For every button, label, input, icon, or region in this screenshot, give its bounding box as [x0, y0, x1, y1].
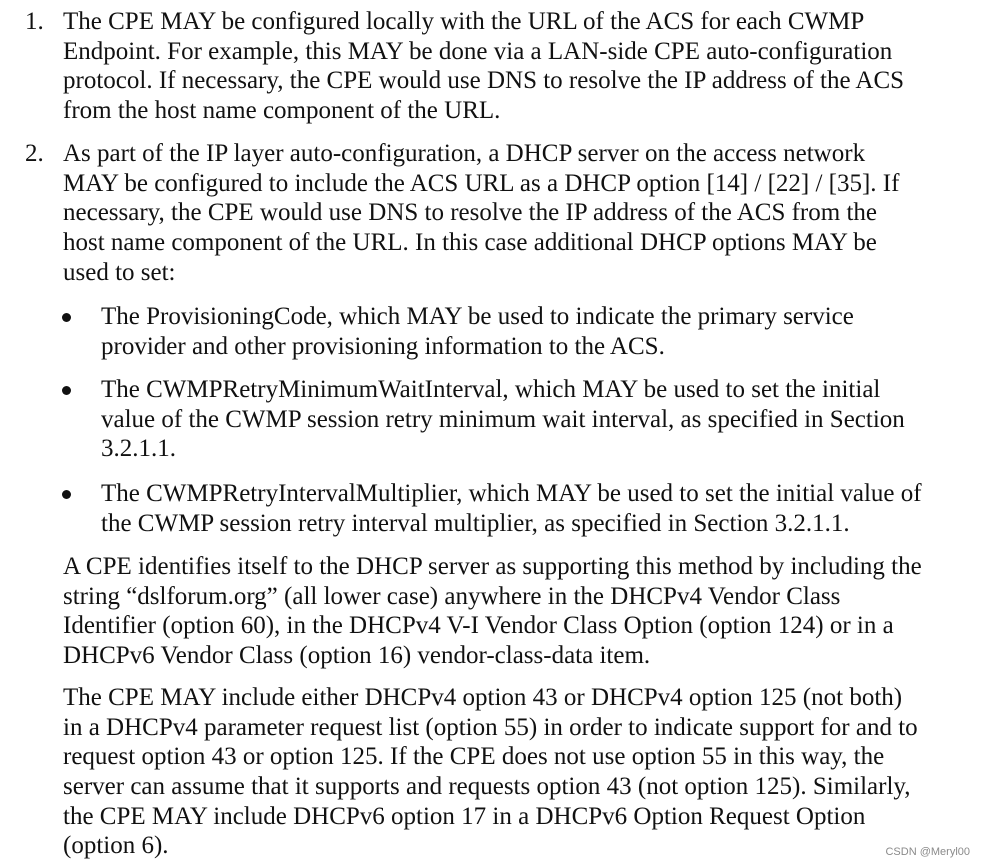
bullet-text: [101, 302, 961, 361]
text-line: MAY be configured to include the ACS URL as a DHCP option [14] / [22] / [35]. If: [63, 169, 900, 197]
bullet-icon: [62, 386, 71, 395]
list-number: 1.: [25, 8, 44, 35]
text-line: the CWMP session retry interval multiplier, as specified in Section 3.2.1.1.: [101, 509, 850, 537]
text-line: necessary, the CPE would use DNS to resolve the IP address of the ACS from the: [63, 199, 877, 227]
list-number: 2.: [25, 140, 44, 167]
text-line: A CPE identifies itself to the DHCP server as supporting this method by including the: [63, 553, 922, 580]
text-line: DHCPv6 Vendor Class (option 16) vendor-class-data item.: [63, 642, 651, 670]
paragraph-option-request: [63, 683, 963, 861]
text-line: provider and other provisioning information to the ACS.: [101, 332, 665, 360]
text-line: The CWMPRetryMinimumWaitInterval, which MAY be used to set the initial: [101, 376, 881, 403]
text-line: The CPE MAY include either DHCPv4 option 43 or DHCPv4 option 125 (not both): [63, 684, 903, 711]
text-line: Endpoint. For example, this MAY be done via a LAN-side CPE auto-configuration: [63, 37, 893, 65]
bullet-text: [101, 375, 961, 464]
text-line: value of the CWMP session retry minimum wait interval, as specified in Section: [101, 405, 905, 433]
text-line: in a DHCPv4 parameter request list (option 55) in order to indicate support for and to: [63, 713, 918, 741]
text-line: The ProvisioningCode, which MAY be used to indicate the primary service: [101, 303, 854, 330]
text-line: 3.2.1.1.: [101, 435, 176, 463]
bullet-icon: [62, 313, 71, 322]
list-item-text: [63, 139, 963, 287]
bullet-text: [101, 479, 961, 538]
watermark: CSDN @Meryl00: [885, 846, 970, 858]
text-line: Identifier (option 60), in the DHCPv4 V-I Vendor Class Option (option 124) or in a: [63, 612, 894, 640]
text-line: The CWMPRetryIntervalMultiplier, which MAY be used to set the initial value of: [101, 480, 922, 507]
bullet-icon: [62, 490, 71, 499]
text-line: (option 6).: [63, 832, 169, 860]
text-line: used to set:: [63, 258, 176, 286]
paragraph-vendor-class: [63, 552, 963, 671]
text-line: the CPE MAY include DHCPv6 option 17 in a DHCPv6 Option Request Option: [63, 802, 866, 830]
list-item-text: [63, 7, 963, 126]
text-line: from the host name component of the URL.: [63, 97, 501, 125]
text-line: request option 43 or option 125. If the CPE does not use option 55 in this way, the: [63, 743, 885, 771]
text-line: host name component of the URL. In this case additional DHCP options MAY be: [63, 229, 877, 257]
text-line: The CPE MAY be configured locally with the URL of the ACS for each CWMP: [63, 8, 865, 35]
text-line: string “dslforum.org” (all lower case) anywhere in the DHCPv4 Vendor Class: [63, 582, 841, 610]
text-line: server can assume that it supports and requests option 43 (not option 125). Similarly,: [63, 773, 911, 801]
text-line: As part of the IP layer auto-configuration, a DHCP server on the access network: [63, 140, 866, 167]
text-line: protocol. If necessary, the CPE would use DNS to resolve the IP address of the ACS: [63, 67, 905, 95]
